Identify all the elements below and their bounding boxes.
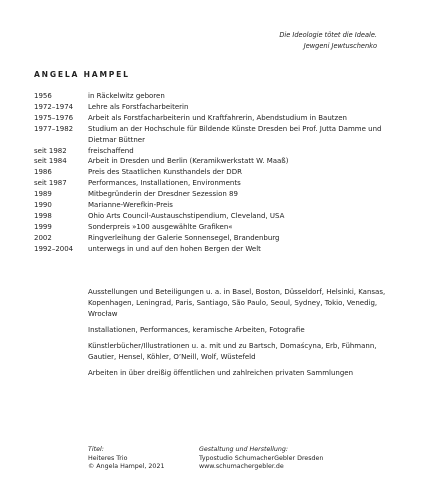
bio-year: 1975–1976 bbox=[34, 113, 74, 122]
bio-year: 1999 bbox=[34, 222, 52, 231]
bio-text: Mitbegründerin der Dresdner Sezession 89 bbox=[88, 190, 238, 199]
bio-text: Preis des Staatlichen Kunsthandels der DDR bbox=[88, 168, 242, 177]
bio-text: Ohio Arts Council-Austauschstipendium, Cleveland, USA bbox=[88, 211, 285, 220]
title-label: Titel: bbox=[88, 446, 104, 453]
bio-entry bbox=[34, 102, 394, 113]
footer-design-block bbox=[199, 446, 323, 472]
bio-entry bbox=[34, 211, 394, 222]
epigraph-quote: Die Ideologie tötet die Ideale. bbox=[279, 31, 377, 39]
bio-text: Marianne-Werefkin-Preis bbox=[88, 201, 173, 210]
bio-entry bbox=[34, 200, 394, 211]
bio-entry bbox=[34, 189, 394, 200]
bio-entry bbox=[34, 178, 394, 189]
bio-text: Arbeit als Forstfacharbeiterin und Kraftfahrerin, Abendstudium in Bautzen bbox=[88, 113, 347, 122]
bio-text: Arbeit in Dresden und Berlin (Keramikwerkstatt W. Maaß) bbox=[88, 157, 289, 166]
bio-entry bbox=[34, 146, 394, 157]
bio-text: Studium an der Hochschule für Bildende Künste Dresden bei Prof. Jutta Damme und Dietmar Büttner bbox=[88, 124, 382, 144]
bio-text: Performances, Installationen, Environments bbox=[88, 179, 241, 188]
bio-entry bbox=[34, 222, 394, 233]
bio-year: seit 1984 bbox=[34, 157, 67, 166]
bio-year: 1972–1974 bbox=[34, 102, 74, 111]
notes-section bbox=[88, 287, 388, 384]
bio-year: 1989 bbox=[34, 190, 52, 199]
bio-year: 2002 bbox=[34, 233, 52, 242]
bio-text: Sonderpreis »100 ausgewählte Grafiken« bbox=[88, 222, 233, 231]
studio-name: Typostudio SchumacherGebler Dresden bbox=[199, 454, 324, 462]
note-paragraph: Künstlerbücher/Illustrationen u. a. mit und zu Bartsch, Domaścyna, Erb, Fühmann, Gautier, Hensel, Köhler, O’Neill, Wolf, Wüstefeld bbox=[88, 342, 377, 361]
footer-title-block bbox=[88, 446, 164, 472]
note-paragraph: Ausstellungen und Beteiligungen u. a. in Basel, Boston, Düsseldorf, Helsinki, Kansas, Kopenhagen, Leningrad, Paris, Santiago, São Paulo, Seoul, Sydney, Tokio, Venedig, Wrocław bbox=[88, 288, 386, 318]
bio-year: 1986 bbox=[34, 168, 52, 177]
title-value: Heiteres Trio bbox=[88, 454, 128, 462]
bio-text: unterwegs in und auf den hohen Bergen der Welt bbox=[88, 244, 261, 253]
bio-entry bbox=[34, 91, 394, 102]
bio-year: 1990 bbox=[34, 201, 52, 210]
bio-entry bbox=[34, 244, 394, 255]
note-paragraph: Installationen, Performances, keramische Arbeiten, Fotografie bbox=[88, 326, 305, 334]
bio-text: freischaffend bbox=[88, 146, 134, 155]
bio-year: seit 1987 bbox=[34, 179, 67, 188]
bio-entry bbox=[34, 167, 394, 178]
bio-text: in Räckelwitz geboren bbox=[88, 92, 165, 100]
bio-year: seit 1982 bbox=[34, 146, 67, 155]
epigraph bbox=[177, 30, 377, 52]
bio-year: 1992–2004 bbox=[34, 244, 74, 253]
bio-year: 1998 bbox=[34, 211, 52, 220]
bio-year: 1977–1982 bbox=[34, 124, 74, 133]
design-label: Gestaltung und Herstellung: bbox=[199, 446, 288, 453]
bio-text: Ringverleihung der Galerie Sonnensegel, Brandenburg bbox=[88, 233, 280, 242]
epigraph-author: Jewgeni Jewtuschenko bbox=[303, 42, 377, 50]
biography-list bbox=[34, 91, 394, 255]
bio-entry bbox=[34, 113, 394, 124]
bio-year: 1956 bbox=[34, 92, 52, 100]
bio-entry bbox=[34, 124, 394, 146]
bio-entry bbox=[34, 233, 394, 244]
author-name: ANGELA HAMPEL bbox=[34, 70, 130, 79]
note-paragraph: Arbeiten in über dreißig öffentlichen und zahlreichen privaten Sammlungen bbox=[88, 369, 354, 377]
website-link: www.schumachergebler.de bbox=[199, 463, 284, 471]
bio-entry bbox=[34, 156, 394, 167]
bio-text: Lehre als Forstfacharbeiterin bbox=[88, 102, 189, 111]
copyright: © Angela Hampel, 2021 bbox=[88, 463, 165, 471]
